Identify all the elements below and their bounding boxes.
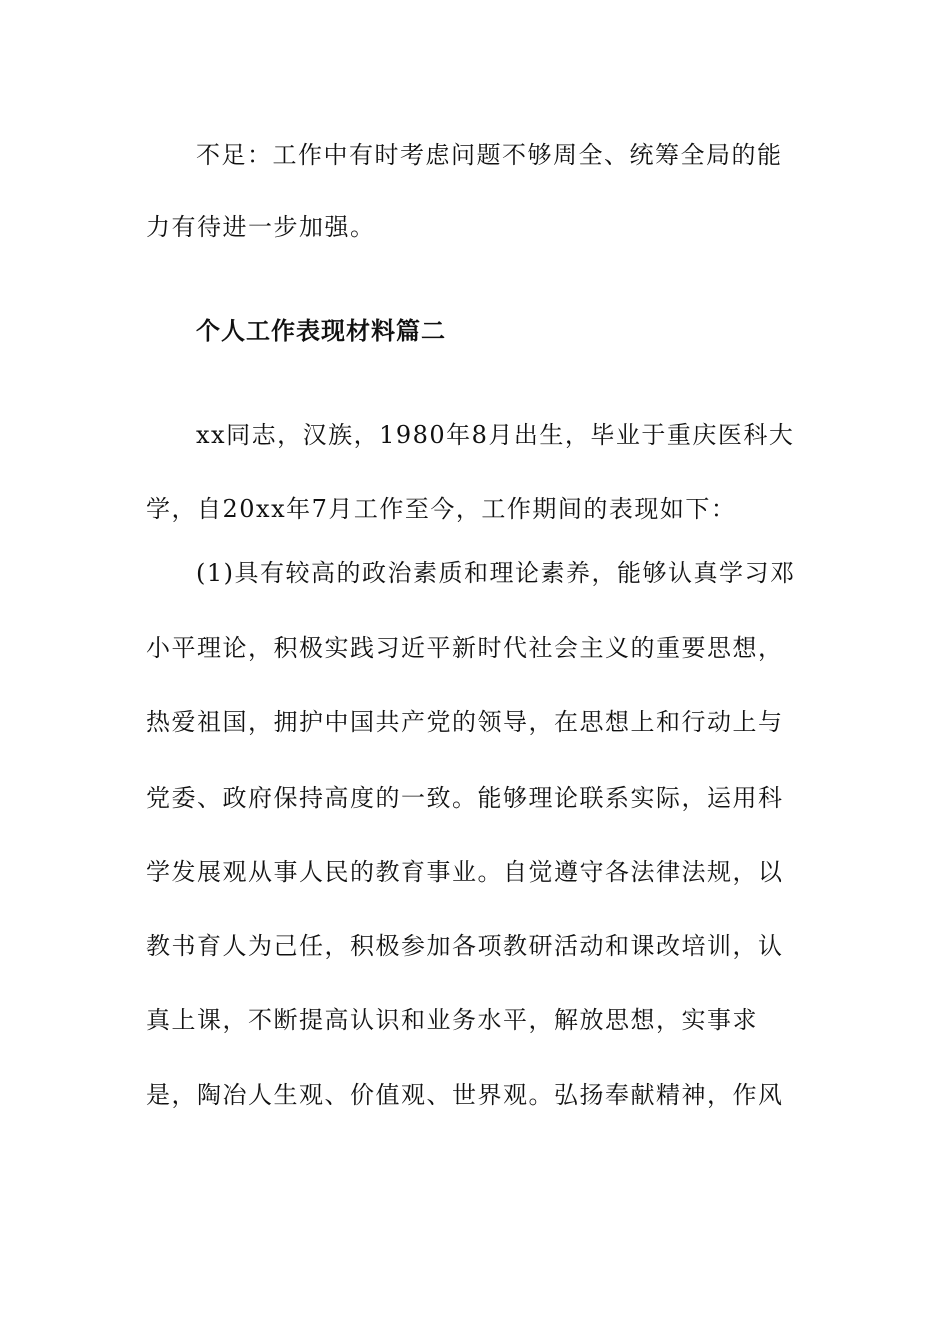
paragraph-line-4: 学，自20xx年7月工作至今，工作期间的表现如下： xyxy=(146,495,737,523)
paragraph-line-11: 真上课，不断提高认识和业务水平，解放思想，实事求 xyxy=(146,1006,758,1034)
paragraph-line-5: (1)具有较高的政治素质和理论素养，能够认真学习邓 xyxy=(196,559,796,587)
paragraph-line-6: 小平理论，积极实践习近平新时代社会主义的重要思想， xyxy=(146,634,784,662)
paragraph-line-8: 党委、政府保持高度的一致。能够理论联系实际，运用科 xyxy=(146,784,784,812)
paragraph-line-2: 力有待进一步加强。 xyxy=(146,213,376,241)
paragraph-line-3: xx同志，汉族，1980年8月出生，毕业于重庆医科大 xyxy=(196,421,795,449)
paragraph-line-1: 不足：工作中有时考虑问题不够周全、统筹全局的能 xyxy=(196,141,783,169)
paragraph-line-7: 热爱祖国，拥护中国共产党的领导，在思想上和行动上与 xyxy=(146,708,784,736)
paragraph-line-10: 教书育人为己任，积极参加各项教研活动和课改培训，认 xyxy=(146,932,784,960)
paragraph-line-12: 是，陶冶人生观、价值观、世界观。弘扬奉献精神，作风 xyxy=(146,1081,784,1109)
paragraph-line-9: 学发展观从事人民的教育事业。自觉遵守各法律法规，以 xyxy=(146,858,784,886)
section-heading: 个人工作表现材料篇二 xyxy=(196,316,446,345)
